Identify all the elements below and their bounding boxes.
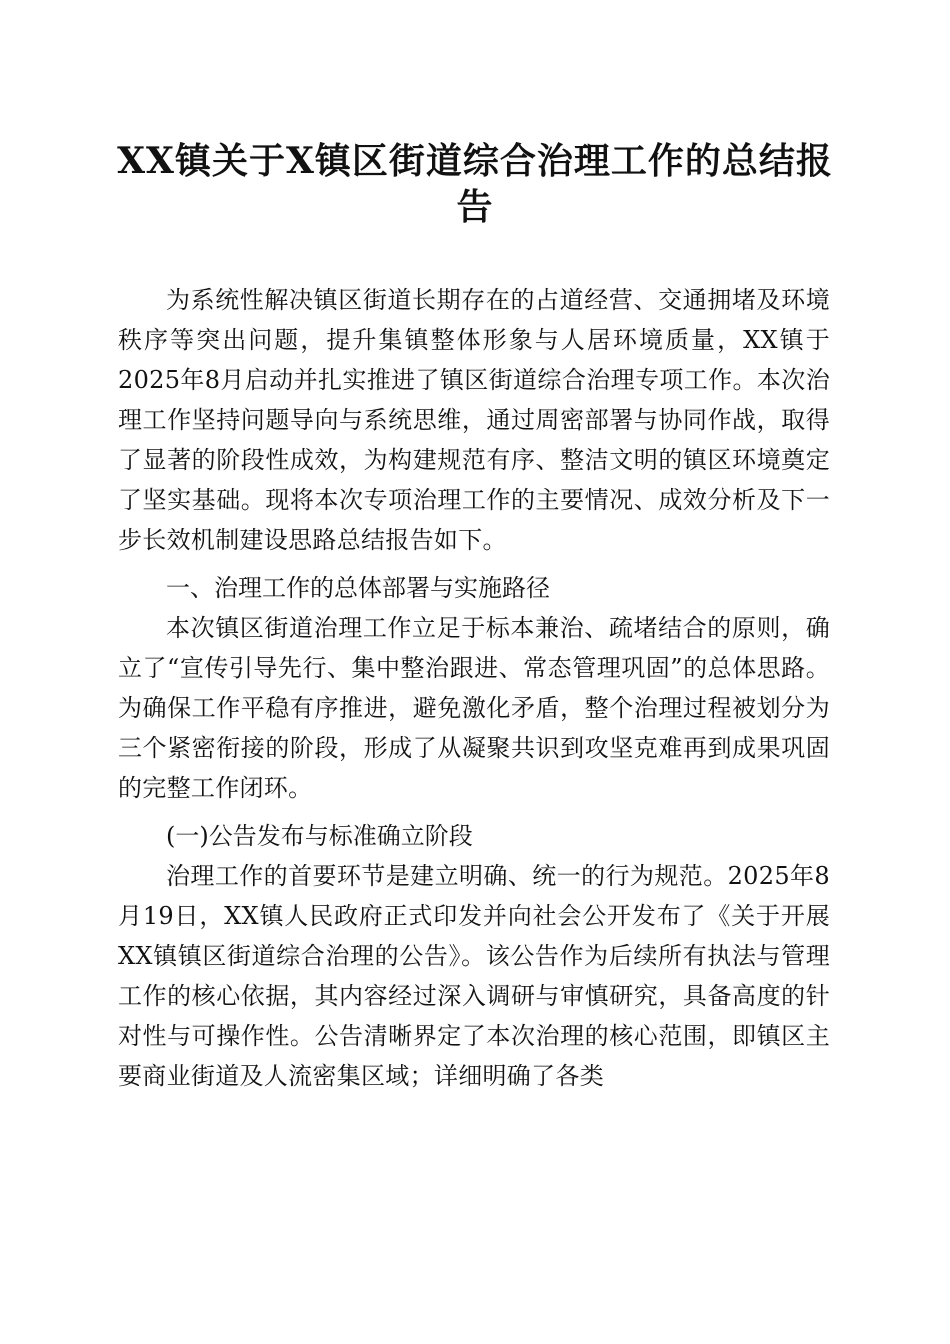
document-body — [118, 280, 830, 1096]
subsection-1-paragraph: 治理工作的首要环节是建立明确、统一的行为规范。2025年8月19日，XX镇人民政府正式印发并向社会公开发布了《关于开展XX镇镇区街道综合治理的公告》。该公告作为后续所有执法与管理工作的核心依据，其内容经过深入调研与审慎研究，具备高度的针对性与可操作性。公告清晰界定了本次治理的核心范围，即镇区主要商业街道及人流密集区域；详细明确了各类 — [118, 862, 830, 1090]
section-1-heading: 一、治理工作的总体部署与实施路径 — [166, 574, 550, 602]
intro-paragraph: 为系统性解决镇区街道长期存在的占道经营、交通拥堵及环境秩序等突出问题，提升集镇整体形象与人居环境质量，XX镇于2025年8月启动并扎实推进了镇区街道综合治理专项工作。本次治理工作坚持问题导向与系统思维，通过周密部署与协同作战，取得了显著的阶段性成效，为构建规范有序、整洁文明的镇区环境奠定了坚实基础。现将本次专项治理工作的主要情况、成效分析及下一步长效机制建设思路总结报告如下。 — [118, 286, 830, 554]
subsection-1-heading: (一)公告发布与标准确立阶段 — [166, 822, 473, 850]
section-1-paragraph: 本次镇区街道治理工作立足于标本兼治、疏堵结合的原则，确立了“宣传引导先行、集中整治跟进、常态管理巩固”的总体思路。为确保工作平稳有序推进，避免激化矛盾，整个治理过程被划分为三个紧密衔接的阶段，形成了从凝聚共识到攻坚克难再到成果巩固的完整工作闭环。 — [118, 614, 830, 802]
document-title: XX镇关于X镇区街道综合治理工作的总结报告 — [117, 140, 833, 228]
